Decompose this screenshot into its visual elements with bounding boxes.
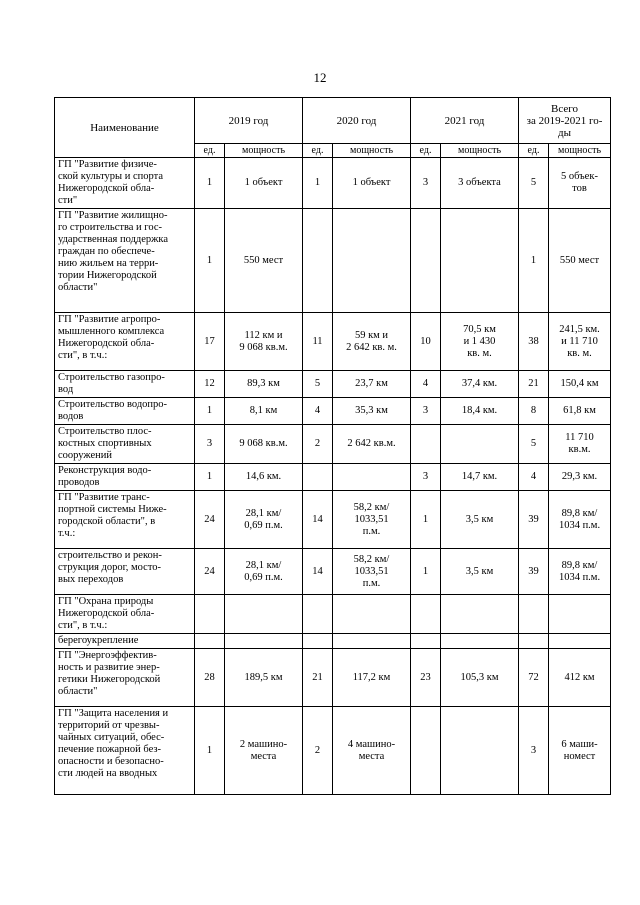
row-name: ГП "Развитие транс- портной системы Ниже- городской области", в т.ч.: xyxy=(55,491,195,549)
table-row xyxy=(55,549,611,595)
unit-cell xyxy=(195,634,225,649)
table-row xyxy=(55,313,611,371)
unit-cell: 39 xyxy=(519,491,549,549)
row-name: берегоукрепление xyxy=(55,634,195,649)
row-name: Строительство плос- костных спортивных сооружений xyxy=(55,425,195,464)
table-row xyxy=(55,158,611,209)
data-table xyxy=(54,97,611,795)
unit-cell xyxy=(411,634,441,649)
capacity-cell: 59 км и 2 642 кв. м. xyxy=(333,313,411,371)
row-name: строительство и рекон- струкция дорог, мосто- вых переходов xyxy=(55,549,195,595)
capacity-cell: 4 машино- места xyxy=(333,707,411,795)
year-header: 2021 год xyxy=(411,98,519,144)
capacity-cell xyxy=(333,634,411,649)
capacity-cell: 37,4 км. xyxy=(441,371,519,398)
capacity-cell: 28,1 км/ 0,69 п.м. xyxy=(225,549,303,595)
capacity-cell: 2 642 кв.м. xyxy=(333,425,411,464)
capacity-cell: 28,1 км/ 0,69 п.м. xyxy=(225,491,303,549)
unit-cell xyxy=(411,707,441,795)
unit-cell: 5 xyxy=(519,425,549,464)
capacity-cell: 2 машино- места xyxy=(225,707,303,795)
unit-header: ед. xyxy=(303,144,333,158)
row-name: Реконструкция водо- проводов xyxy=(55,464,195,491)
capacity-cell xyxy=(441,707,519,795)
unit-cell: 1 xyxy=(195,158,225,209)
unit-header: ед. xyxy=(411,144,441,158)
unit-cell: 17 xyxy=(195,313,225,371)
unit-cell: 3 xyxy=(411,158,441,209)
capacity-cell: 150,4 км xyxy=(549,371,611,398)
capacity-cell xyxy=(333,209,411,313)
unit-cell xyxy=(411,425,441,464)
capacity-header: мощность xyxy=(441,144,519,158)
capacity-cell: 105,3 км xyxy=(441,649,519,707)
capacity-header: мощность xyxy=(333,144,411,158)
row-name: ГП "Защита населения и территорий от чрезвы- чайных ситуаций, обес- печение пожарной без- опасности и безопасно- сти людей на вводных xyxy=(55,707,195,795)
capacity-cell xyxy=(549,634,611,649)
unit-cell: 11 xyxy=(303,313,333,371)
unit-cell xyxy=(303,595,333,634)
row-name: Строительство газопро- вод xyxy=(55,371,195,398)
capacity-cell xyxy=(333,595,411,634)
unit-cell: 14 xyxy=(303,491,333,549)
capacity-cell: 9 068 кв.м. xyxy=(225,425,303,464)
unit-cell: 39 xyxy=(519,549,549,595)
row-name: ГП "Охрана природы Нижегородской обла- сти", в т.ч.: xyxy=(55,595,195,634)
unit-header: ед. xyxy=(195,144,225,158)
unit-cell xyxy=(303,634,333,649)
unit-cell: 24 xyxy=(195,491,225,549)
capacity-cell: 29,3 км. xyxy=(549,464,611,491)
capacity-cell: 89,8 км/ 1034 п.м. xyxy=(549,549,611,595)
unit-cell xyxy=(411,209,441,313)
capacity-cell xyxy=(441,209,519,313)
unit-cell xyxy=(519,595,549,634)
capacity-cell: 189,5 км xyxy=(225,649,303,707)
row-name: ГП "Энергоэффектив- ность и развитие энер- гетики Нижегородской области" xyxy=(55,649,195,707)
capacity-header: мощность xyxy=(549,144,611,158)
unit-cell: 4 xyxy=(411,371,441,398)
unit-cell: 1 xyxy=(195,464,225,491)
unit-cell: 5 xyxy=(519,158,549,209)
capacity-cell xyxy=(333,464,411,491)
unit-cell: 10 xyxy=(411,313,441,371)
capacity-cell: 3 объекта xyxy=(441,158,519,209)
capacity-cell: 8,1 км xyxy=(225,398,303,425)
unit-cell: 21 xyxy=(303,649,333,707)
capacity-cell: 1 объект xyxy=(333,158,411,209)
capacity-cell xyxy=(549,595,611,634)
unit-cell xyxy=(303,209,333,313)
capacity-cell: 1 объект xyxy=(225,158,303,209)
row-name: ГП "Развитие жилищно- го строительства и гос- ударственная поддержка граждан по обеспече- нию жильем на терри- тории Нижегородской области" xyxy=(55,209,195,313)
unit-cell: 21 xyxy=(519,371,549,398)
capacity-cell: 3,5 км xyxy=(441,491,519,549)
table-row xyxy=(55,707,611,795)
capacity-cell: 550 мест xyxy=(549,209,611,313)
capacity-cell xyxy=(441,634,519,649)
capacity-cell xyxy=(441,425,519,464)
capacity-cell: 70,5 км и 1 430 кв. м. xyxy=(441,313,519,371)
capacity-cell: 58,2 км/ 1033,51 п.м. xyxy=(333,549,411,595)
unit-cell: 28 xyxy=(195,649,225,707)
capacity-cell: 11 710 кв.м. xyxy=(549,425,611,464)
unit-cell: 2 xyxy=(303,425,333,464)
capacity-cell: 241,5 км. и 11 710 кв. м. xyxy=(549,313,611,371)
table-row xyxy=(55,464,611,491)
unit-cell: 1 xyxy=(303,158,333,209)
capacity-cell: 35,3 км xyxy=(333,398,411,425)
row-name: ГП "Развитие физиче- ской культуры и спорта Нижегородской обла- сти" xyxy=(55,158,195,209)
capacity-cell: 61,8 км xyxy=(549,398,611,425)
unit-cell: 24 xyxy=(195,549,225,595)
page-number: 12 xyxy=(313,70,327,85)
row-name: ГП "Развитие агропро- мышленного комплекса Нижегородской обла- сти", в т.ч.: xyxy=(55,313,195,371)
table-row xyxy=(55,371,611,398)
capacity-cell: 5 объек- тов xyxy=(549,158,611,209)
unit-cell xyxy=(303,464,333,491)
unit-cell xyxy=(411,595,441,634)
unit-cell: 3 xyxy=(411,464,441,491)
unit-cell: 2 xyxy=(303,707,333,795)
unit-cell: 23 xyxy=(411,649,441,707)
capacity-cell: 14,7 км. xyxy=(441,464,519,491)
unit-cell: 8 xyxy=(519,398,549,425)
table-row xyxy=(55,634,611,649)
table-body xyxy=(55,158,611,795)
table-row xyxy=(55,425,611,464)
unit-header: ед. xyxy=(519,144,549,158)
year-header: 2020 год xyxy=(303,98,411,144)
capacity-cell: 89,8 км/ 1034 п.м. xyxy=(549,491,611,549)
capacity-cell: 14,6 км. xyxy=(225,464,303,491)
unit-cell: 4 xyxy=(519,464,549,491)
capacity-cell xyxy=(441,595,519,634)
capacity-cell: 18,4 км. xyxy=(441,398,519,425)
unit-cell: 3 xyxy=(195,425,225,464)
unit-cell xyxy=(519,634,549,649)
unit-cell: 1 xyxy=(411,491,441,549)
unit-cell: 5 xyxy=(303,371,333,398)
unit-cell: 72 xyxy=(519,649,549,707)
table-row xyxy=(55,649,611,707)
unit-cell: 12 xyxy=(195,371,225,398)
name-column-header: Наименование xyxy=(55,98,195,158)
table-row xyxy=(55,595,611,634)
header-row xyxy=(55,98,611,144)
capacity-cell: 117,2 км xyxy=(333,649,411,707)
capacity-cell xyxy=(225,634,303,649)
capacity-cell: 412 км xyxy=(549,649,611,707)
year-header: 2019 год xyxy=(195,98,303,144)
capacity-cell: 58,2 км/ 1033,51 п.м. xyxy=(333,491,411,549)
capacity-cell: 6 маши- номест xyxy=(549,707,611,795)
unit-cell: 1 xyxy=(519,209,549,313)
unit-cell: 38 xyxy=(519,313,549,371)
capacity-cell: 89,3 км xyxy=(225,371,303,398)
capacity-cell xyxy=(225,595,303,634)
capacity-header: мощность xyxy=(225,144,303,158)
unit-cell: 1 xyxy=(411,549,441,595)
unit-cell: 1 xyxy=(195,707,225,795)
unit-cell: 14 xyxy=(303,549,333,595)
capacity-cell: 23,7 км xyxy=(333,371,411,398)
unit-cell: 1 xyxy=(195,209,225,313)
capacity-cell: 112 км и 9 068 кв.м. xyxy=(225,313,303,371)
total-header: Всего за 2019-2021 го- ды xyxy=(519,98,611,144)
unit-cell: 1 xyxy=(195,398,225,425)
table-row xyxy=(55,398,611,425)
unit-cell xyxy=(195,595,225,634)
unit-cell: 4 xyxy=(303,398,333,425)
capacity-cell: 3,5 км xyxy=(441,549,519,595)
row-name: Строительство водопро- водов xyxy=(55,398,195,425)
unit-cell: 3 xyxy=(411,398,441,425)
capacity-cell: 550 мест xyxy=(225,209,303,313)
unit-cell: 3 xyxy=(519,707,549,795)
table-row xyxy=(55,209,611,313)
table-row xyxy=(55,491,611,549)
